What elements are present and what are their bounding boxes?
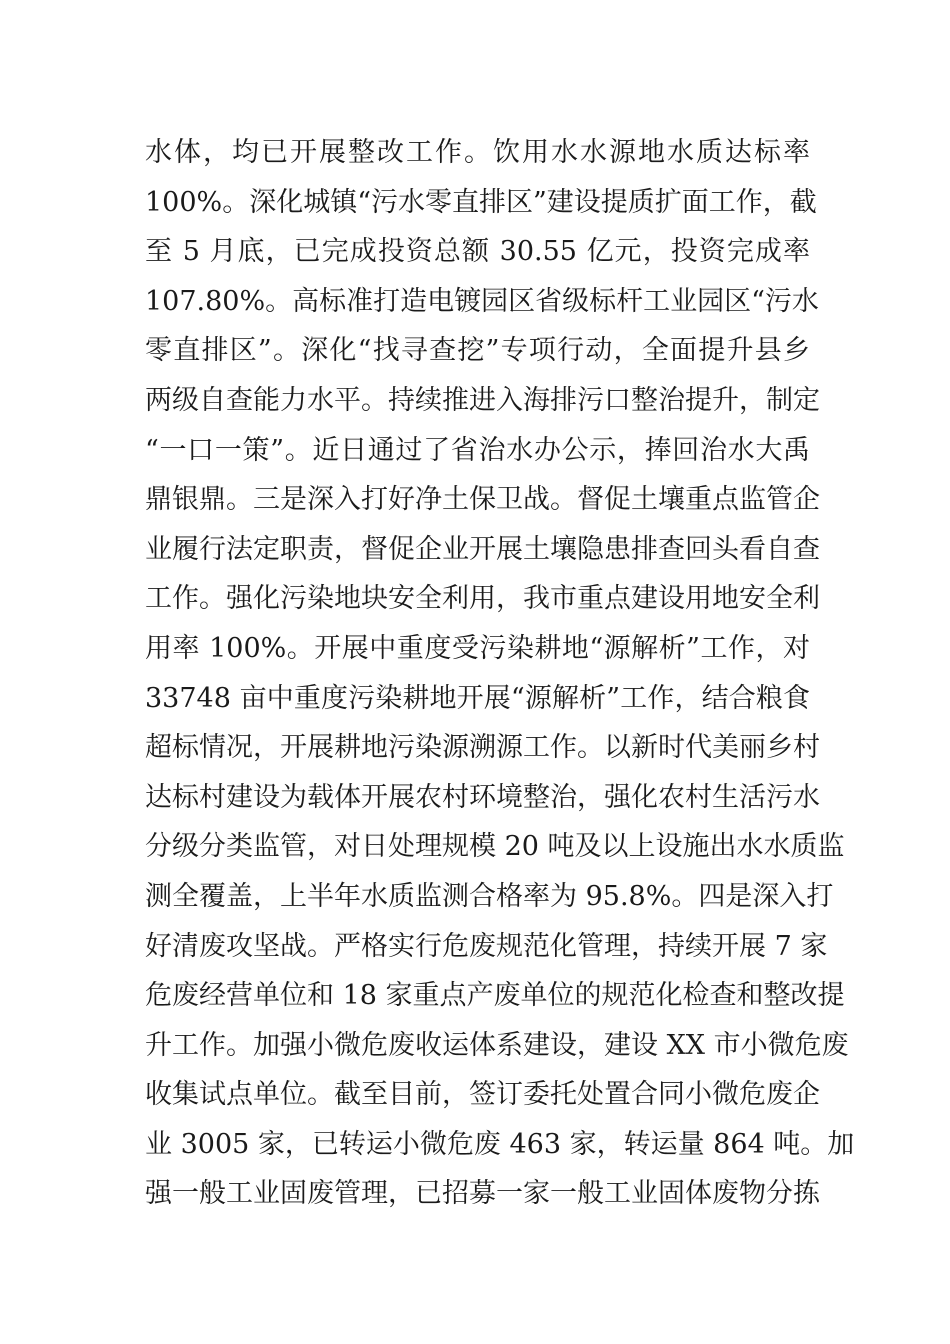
text-line: 业 3005 家，已转运小微危废 463 家，转运量 864 吨。加 — [145, 1128, 855, 1160]
text-line: 水体，均已开展整改工作。饮用水水源地水质达标率 — [145, 137, 810, 168]
text-line: 收集试点单位。截至目前，签订委托处置合同小微危废企 — [145, 1079, 820, 1111]
text-line: 工作。强化污染地块安全利用，我市重点建设用地安全利 — [145, 583, 820, 615]
text-line: 达标村建设为载体开展农村环境整治，强化农村生活污水 — [145, 781, 820, 813]
text-line: 升工作。加强小微危废收运体系建设，建设 XX 市小微危废 — [145, 1029, 849, 1061]
text-line: 测全覆盖，上半年水质监测合格率为 95.8%。四是深入打 — [145, 880, 834, 912]
text-line: 33748 亩中重度污染耕地开展“源解析”工作，结合粮食 — [145, 682, 810, 714]
text-line: 至 5 月底，已完成投资总额 30.55 亿元，投资完成率 — [145, 236, 810, 268]
text-line: 100%。深化城镇“污水零直排区”建设提质扩面工作，截 — [145, 186, 817, 218]
text-line: 超标情况，开展耕地污染源溯源工作。以新时代美丽乡村 — [145, 732, 820, 764]
text-line: 零直排区”。深化“找寻查挖”专项行动，全面提升县乡 — [145, 335, 810, 367]
text-line: 鼎银鼎。三是深入打好净土保卫战。督促土壤重点监管企 — [145, 484, 820, 516]
text-line: 分级分类监管，对日处理规模 20 吨及以上设施出水水质监 — [145, 831, 845, 863]
text-line: 强一般工业固废管理，已招募一家一般工业固体废物分拣 — [145, 1178, 820, 1210]
text-line: 业履行法定职责，督促企业开展土壤隐患排查回头看自查 — [145, 533, 820, 565]
text-line: 好清废攻坚战。严格实行危废规范化管理，持续开展 7 家 — [145, 930, 828, 962]
text-line: 危废经营单位和 18 家重点产废单位的规范化检查和整改提 — [145, 980, 845, 1012]
body-paragraph — [145, 128, 855, 1219]
text-line: 107.80%。高标准打造电镀园区省级标杆工业园区“污水 — [145, 285, 819, 317]
text-line: 用率 100%。开展中重度受污染耕地“源解析”工作，对 — [145, 632, 810, 664]
text-line: “一口一策”。近日通过了省治水办公示，捧回治水大禹 — [145, 434, 810, 466]
text-line: 两级自查能力水平。持续推进入海排污口整治提升，制定 — [145, 384, 820, 416]
